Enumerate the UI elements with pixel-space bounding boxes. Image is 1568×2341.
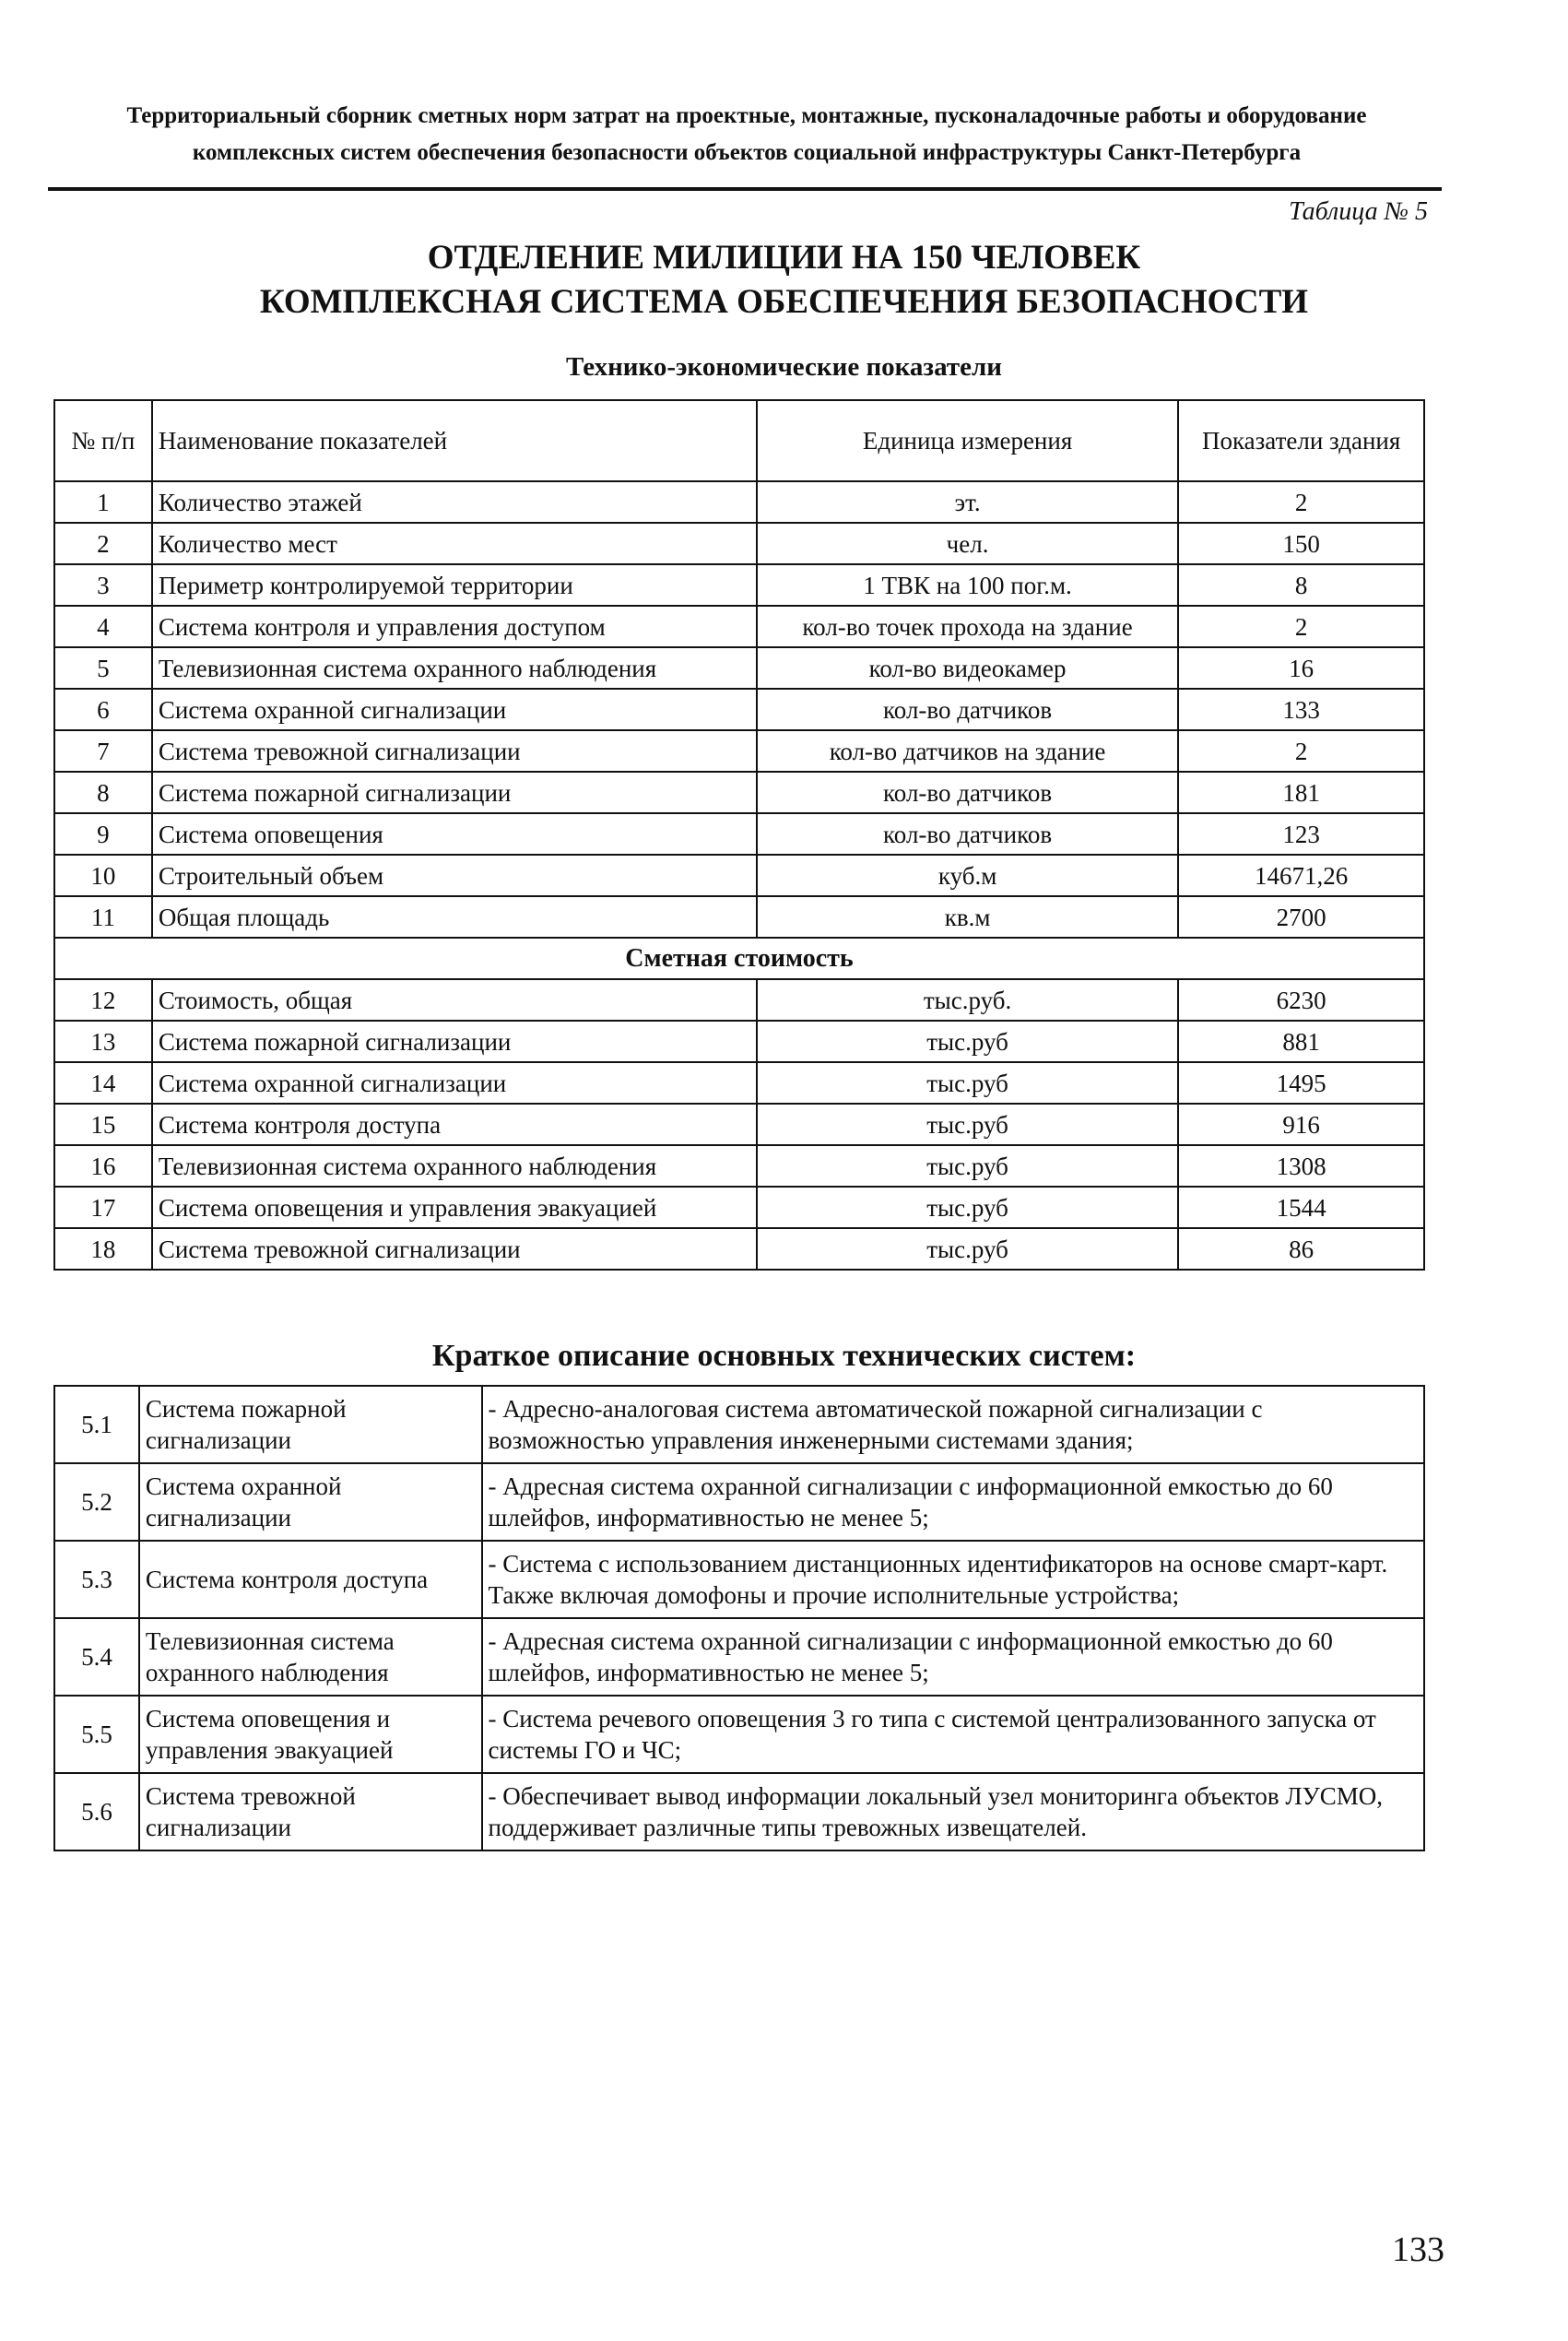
table-cell: тыс.руб bbox=[757, 1145, 1178, 1187]
table-row bbox=[54, 1463, 1424, 1541]
table-cell: Система контроля доступа bbox=[152, 1104, 757, 1145]
table-cell: Телевизионная система охранного наблюдения bbox=[152, 1145, 757, 1187]
table-cell: 1 bbox=[54, 481, 152, 523]
table-cell: 6 bbox=[54, 689, 152, 730]
table-cell: эт. bbox=[757, 481, 1178, 523]
table-cell: Система охранной сигнализации bbox=[152, 689, 757, 730]
table-row bbox=[54, 523, 1424, 564]
table-cell: куб.м bbox=[757, 855, 1178, 896]
table-cell: 5 bbox=[54, 647, 152, 689]
table-row bbox=[54, 1228, 1424, 1270]
table-row bbox=[54, 813, 1424, 855]
table-row bbox=[54, 1104, 1424, 1145]
table-cell: чел. bbox=[757, 523, 1178, 564]
table-cell: 181 bbox=[1178, 772, 1424, 813]
title-line-2: КОМПЛЕКСНАЯ СИСТЕМА ОБЕСПЕЧЕНИЯ БЕЗОПАСНОСТИ bbox=[259, 283, 1309, 321]
table-row bbox=[54, 1696, 1424, 1773]
table-cell: 17 bbox=[54, 1187, 152, 1228]
table-cell: 5.6 bbox=[54, 1773, 139, 1850]
table-cell: - Система с использованием дистанционных идентификаторов на основе смарт-карт. Также включая домофоны и прочие исполнительные устройства; bbox=[482, 1541, 1424, 1618]
table-cell: Система охранной сигнализации bbox=[139, 1463, 482, 1541]
section-heading: Сметная стоимость bbox=[54, 938, 1424, 979]
table-row bbox=[54, 1062, 1424, 1104]
table-cell: 1 ТВК на 100 пог.м. bbox=[757, 564, 1178, 606]
table-cell: Система тревожной сигнализации bbox=[152, 730, 757, 772]
header-line-1: Территориальный сборник сметных норм затрат на проектные, монтажные, пусконаладочные работы и оборудование bbox=[126, 103, 1367, 128]
table-cell: Система оповещения bbox=[152, 813, 757, 855]
table-cell: 881 bbox=[1178, 1021, 1424, 1062]
table-cell: тыс.руб bbox=[757, 1228, 1178, 1270]
section-row bbox=[54, 938, 1424, 979]
table-row bbox=[54, 1773, 1424, 1850]
table-cell: кол-во датчиков bbox=[757, 813, 1178, 855]
table-row bbox=[54, 606, 1424, 647]
table-row bbox=[54, 647, 1424, 689]
table-cell: Система контроля доступа bbox=[139, 1541, 482, 1618]
table-cell: 133 bbox=[1178, 689, 1424, 730]
table-cell: - Адресно-аналоговая система автоматической пожарной сигнализации с возможностью управления инженерными системами здания; bbox=[482, 1386, 1424, 1463]
table-header-row bbox=[54, 400, 1424, 481]
table-cell: кол-во датчиков bbox=[757, 689, 1178, 730]
title-line-1: ОТДЕЛЕНИЕ МИЛИЦИИ НА 150 ЧЕЛОВЕК bbox=[427, 239, 1141, 277]
table-cell: 8 bbox=[54, 772, 152, 813]
table-cell: кв.м bbox=[757, 896, 1178, 938]
table-cell: Система пожарной сигнализации bbox=[152, 772, 757, 813]
table-row bbox=[54, 855, 1424, 896]
indicators-table bbox=[53, 399, 1425, 1271]
table-cell: 2700 bbox=[1178, 896, 1424, 938]
table-cell: Стоимость, общая bbox=[152, 979, 757, 1021]
table-cell: Телевизионная система охранного наблюдения bbox=[139, 1618, 482, 1696]
indicators-caption: Технико-экономические показатели bbox=[566, 352, 1002, 382]
table-cell: тыс.руб. bbox=[757, 979, 1178, 1021]
table-cell: 9 bbox=[54, 813, 152, 855]
header-line-2: комплексных систем обеспечения безопасности объектов социальной инфраструктуры Санкт-Петербурга bbox=[192, 140, 1302, 165]
table-cell: 16 bbox=[54, 1145, 152, 1187]
table-cell: 5.5 bbox=[54, 1696, 139, 1773]
table-row bbox=[54, 689, 1424, 730]
table-cell: - Обеспечивает вывод информации локальный узел мониторинга объектов ЛУСМО, поддерживает различные типы тревожных извещателей. bbox=[482, 1773, 1424, 1850]
table-row bbox=[54, 1618, 1424, 1696]
page-title bbox=[0, 236, 1568, 325]
table-cell: 13 bbox=[54, 1021, 152, 1062]
table-cell: 15 bbox=[54, 1104, 152, 1145]
table-cell: 5.1 bbox=[54, 1386, 139, 1463]
table-row bbox=[54, 730, 1424, 772]
table-cell: Строительный объем bbox=[152, 855, 757, 896]
systems-table bbox=[53, 1385, 1425, 1851]
table-row bbox=[54, 979, 1424, 1021]
table-cell: 916 bbox=[1178, 1104, 1424, 1145]
table-cell: тыс.руб bbox=[757, 1021, 1178, 1062]
table-cell: Система оповещения и управления эвакуацией bbox=[139, 1696, 482, 1773]
table-cell: Система пожарной сигнализации bbox=[152, 1021, 757, 1062]
table-cell: 1308 bbox=[1178, 1145, 1424, 1187]
table-cell: 3 bbox=[54, 564, 152, 606]
table-cell: 5.2 bbox=[54, 1463, 139, 1541]
table-cell: Количество этажей bbox=[152, 481, 757, 523]
running-header bbox=[55, 98, 1438, 171]
table-cell: 10 bbox=[54, 855, 152, 896]
table-row bbox=[54, 1021, 1424, 1062]
column-header: Наименование показателей bbox=[152, 400, 757, 481]
table-cell: 5.4 bbox=[54, 1618, 139, 1696]
systems-caption: Краткое описание основных технических систем: bbox=[431, 1339, 1137, 1373]
column-header: Единица измерения bbox=[757, 400, 1178, 481]
table-cell: 11 bbox=[54, 896, 152, 938]
table-row bbox=[54, 1541, 1424, 1618]
table-row bbox=[54, 481, 1424, 523]
table-cell: Система тревожной сигнализации bbox=[139, 1773, 482, 1850]
table-cell: кол-во датчиков bbox=[757, 772, 1178, 813]
table-cell: 123 bbox=[1178, 813, 1424, 855]
table-row bbox=[54, 564, 1424, 606]
table-cell: Количество мест bbox=[152, 523, 757, 564]
table-cell: кол-во точек прохода на здание bbox=[757, 606, 1178, 647]
table-cell: 86 bbox=[1178, 1228, 1424, 1270]
table-cell: Система оповещения и управления эвакуацией bbox=[152, 1187, 757, 1228]
table-row bbox=[54, 1145, 1424, 1187]
column-header: № п/п bbox=[54, 400, 152, 481]
table-number: Таблица № 5 bbox=[1289, 197, 1428, 226]
table-cell: 2 bbox=[1178, 481, 1424, 523]
table-cell: Система охранной сигнализации bbox=[152, 1062, 757, 1104]
table-cell: 5.3 bbox=[54, 1541, 139, 1618]
table-cell: 18 bbox=[54, 1228, 152, 1270]
table-cell: 150 bbox=[1178, 523, 1424, 564]
table-row bbox=[54, 1386, 1424, 1463]
table-cell: Система пожарной сигнализации bbox=[139, 1386, 482, 1463]
table-cell: - Система речевого оповещения 3 го типа с системой централизованного запуска от системы ГО и ЧС; bbox=[482, 1696, 1424, 1773]
table-cell: 2 bbox=[1178, 606, 1424, 647]
table-cell: 12 bbox=[54, 979, 152, 1021]
table-cell: тыс.руб bbox=[757, 1062, 1178, 1104]
table-cell: 16 bbox=[1178, 647, 1424, 689]
table-cell: 6230 bbox=[1178, 979, 1424, 1021]
table-cell: Система контроля и управления доступом bbox=[152, 606, 757, 647]
column-header: Показатели здания bbox=[1178, 400, 1424, 481]
table-cell: тыс.руб bbox=[757, 1104, 1178, 1145]
table-cell: - Адресная система охранной сигнализации с информационной емкостью до 60 шлейфов, информативностью не менее 5; bbox=[482, 1463, 1424, 1541]
table-cell: 14 bbox=[54, 1062, 152, 1104]
table-cell: кол-во датчиков на здание bbox=[757, 730, 1178, 772]
table-cell: 4 bbox=[54, 606, 152, 647]
table-cell: Телевизионная система охранного наблюдения bbox=[152, 647, 757, 689]
table-cell: 14671,26 bbox=[1178, 855, 1424, 896]
table-row bbox=[54, 772, 1424, 813]
page-number: 133 bbox=[1392, 2230, 1444, 2269]
table-cell: 1495 bbox=[1178, 1062, 1424, 1104]
table-cell: кол-во видеокамер bbox=[757, 647, 1178, 689]
table-cell: Периметр контролируемой территории bbox=[152, 564, 757, 606]
table-cell: Система тревожной сигнализации bbox=[152, 1228, 757, 1270]
table-cell: Общая площадь bbox=[152, 896, 757, 938]
table-cell: 2 bbox=[1178, 730, 1424, 772]
table-cell: 1544 bbox=[1178, 1187, 1424, 1228]
table-cell: 8 bbox=[1178, 564, 1424, 606]
table-cell: 2 bbox=[54, 523, 152, 564]
table-cell: - Адресная система охранной сигнализации с информационной емкостью до 60 шлейфов, информативностью не менее 5; bbox=[482, 1618, 1424, 1696]
table-row bbox=[54, 1187, 1424, 1228]
header-divider bbox=[48, 187, 1442, 191]
table-cell: тыс.руб bbox=[757, 1187, 1178, 1228]
table-row bbox=[54, 896, 1424, 938]
table-cell: 7 bbox=[54, 730, 152, 772]
